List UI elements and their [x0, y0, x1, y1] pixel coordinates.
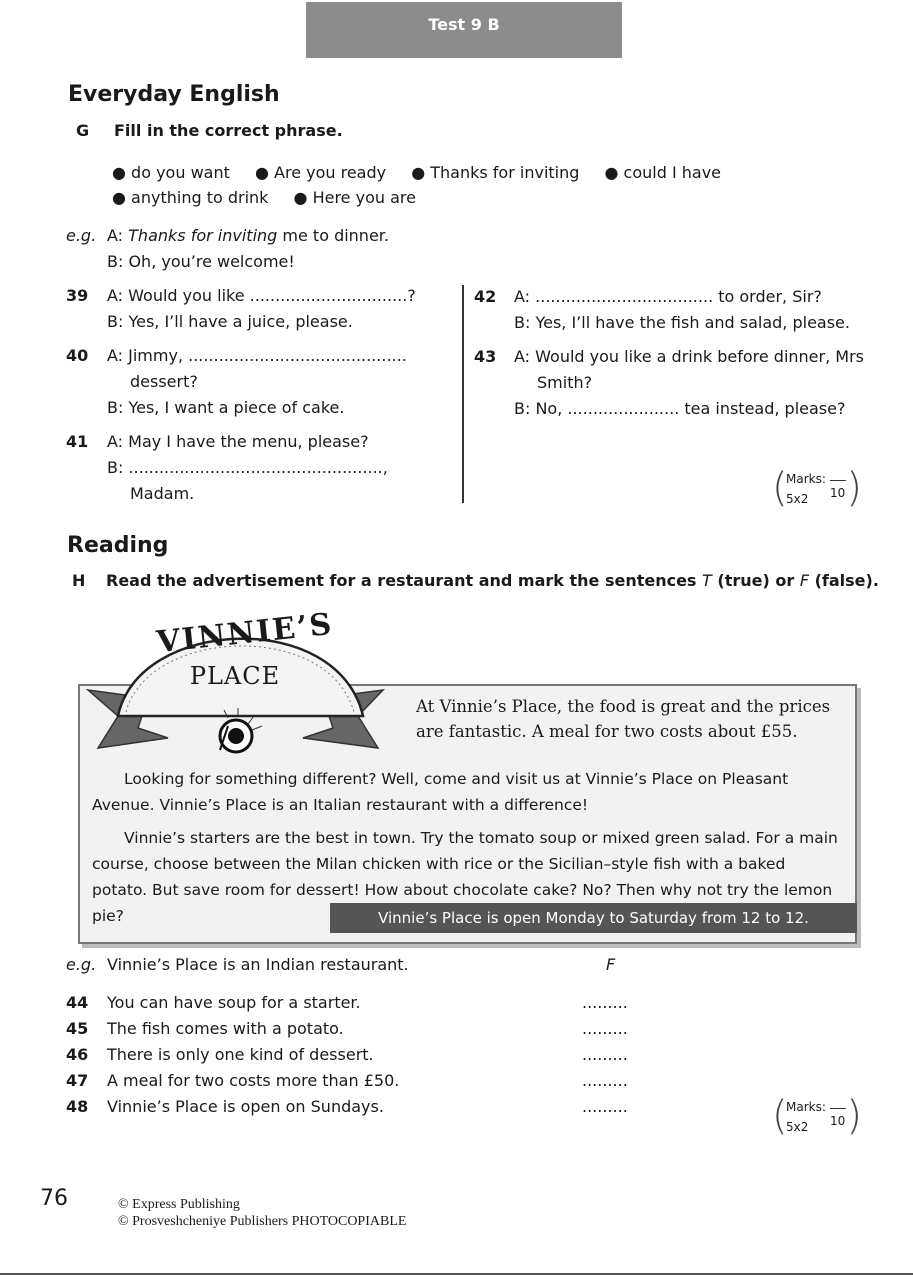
example-statement: Vinnie’s Place is an Indian restaurant.	[107, 955, 409, 974]
item-number: 44	[66, 993, 89, 1012]
phrase-item: could I have	[623, 163, 722, 182]
question-number: 40	[66, 346, 89, 365]
example-b: B: Oh, you’re welcome!	[107, 252, 295, 271]
question-line: A: May I have the menu, please?	[107, 432, 369, 451]
instruction-text: Read the advertisement for a restaurant and mark the sentences	[106, 571, 703, 590]
item-statement: A meal for two costs more than £50.	[107, 1071, 400, 1090]
phrase-item: Are you ready	[274, 163, 387, 182]
instruction-g	[76, 121, 343, 140]
instruction-text: Fill in the correct phrase.	[114, 121, 343, 140]
item-number: 46	[66, 1045, 89, 1064]
marks-label: Marks:	[786, 1100, 826, 1114]
tf-item	[66, 1094, 666, 1120]
exercise-letter: H	[72, 571, 86, 590]
question-line: A: Would you like ...............................?	[107, 286, 416, 305]
example-dialogue	[66, 223, 446, 275]
question-line: B: No, ...................... tea instead, please?	[514, 399, 846, 418]
item-statement: There is only one kind of dessert.	[107, 1045, 374, 1064]
marks-multiplier: 5x2	[786, 492, 809, 506]
page-number: 76	[40, 1186, 68, 1211]
question-number: 41	[66, 432, 89, 451]
logo-title: VINNIE’S	[155, 606, 335, 661]
ad-paragraph-1: Looking for something different? Well, come and visit us at Vinnie’s Place on Pleasant Avenue. Vinnie’s Place is an Italian restaurant with a difference!	[92, 770, 789, 814]
answer-blank[interactable]: .........	[582, 1045, 628, 1064]
section-title-everyday-english: Everyday English	[68, 82, 280, 107]
question-42	[474, 284, 869, 336]
phrase-bank	[112, 160, 741, 210]
tf-item	[66, 990, 666, 1016]
question-40	[66, 343, 461, 421]
question-line: B: Yes, I’ll have the fish and salad, please.	[514, 313, 850, 332]
question-43	[474, 344, 869, 422]
item-statement: You can have soup for a starter.	[107, 993, 361, 1012]
phrase-bank-row-1: ● do you want ● Are you ready ● Thanks for inviting ● could I have	[112, 163, 722, 182]
example-label: e.g.	[66, 226, 97, 245]
question-number: 39	[66, 286, 89, 305]
question-line: Smith?	[537, 373, 593, 392]
question-line: Madam.	[130, 484, 195, 503]
tf-item	[66, 1042, 666, 1068]
copyright-line-2: © Prosveshcheniye Publishers PHOTOCOPIABLE	[118, 1214, 407, 1229]
item-number: 47	[66, 1071, 89, 1090]
answer-blank[interactable]: .........	[582, 993, 628, 1012]
answer-blank[interactable]: .........	[582, 1019, 628, 1038]
phrase-item: do you want	[131, 163, 230, 182]
marks-total: 10	[830, 1114, 846, 1128]
example-answer: Thanks for inviting	[128, 226, 278, 245]
tf-item	[66, 1068, 666, 1094]
item-statement: The fish comes with a potato.	[107, 1019, 344, 1038]
instruction-text: (false).	[809, 571, 879, 590]
phrase-bank-row-2: ● anything to drink ● Here you are	[112, 188, 416, 207]
answer-blank[interactable]: .........	[582, 1071, 628, 1090]
marks-label: Marks:	[786, 472, 826, 486]
example-label: e.g.	[66, 955, 97, 974]
example-answer: F	[606, 955, 616, 974]
opening-hours-bar: Vinnie’s Place is open Monday to Saturday from 12 to 12.	[330, 903, 857, 933]
question-line: A: Would you like a drink before dinner, Mrs	[514, 347, 864, 366]
tf-item	[66, 1016, 666, 1042]
item-number: 48	[66, 1097, 89, 1116]
item-statement: Vinnie’s Place is open on Sundays.	[107, 1097, 384, 1116]
question-number: 43	[474, 347, 497, 366]
question-line: A: ................................... to order, Sir?	[514, 287, 822, 306]
phrase-item: Here you are	[312, 188, 416, 207]
instruction-h	[72, 571, 879, 590]
phrase-item: anything to drink	[131, 188, 269, 207]
example-a-rest: me to dinner.	[277, 226, 389, 245]
column-divider	[462, 285, 464, 503]
instruction-f: F	[799, 571, 810, 590]
question-line: B: Yes, I’ll have a juice, please.	[107, 312, 353, 331]
phrase-item: Thanks for inviting	[430, 163, 580, 182]
question-line: B: Yes, I want a piece of cake.	[107, 398, 345, 417]
question-line: B: ..................................................,	[107, 458, 388, 477]
instruction-text: (true) or	[711, 571, 800, 590]
logo-subtitle: PLACE	[189, 662, 281, 690]
ad-paragraph-2: Vinnie’s starters are the best in town. Try the tomato soup or mixed green salad. For a main course, choose between the Milan chicken with rice or the Sicilian–style fish with a baked potato. But save room for dessert! How about chocolate cake? No? Then why not try the lemon pie?	[92, 829, 838, 925]
marks-multiplier: 5x2	[786, 1120, 809, 1134]
page-bottom-rule	[0, 1273, 913, 1275]
question-number: 42	[474, 287, 497, 306]
marks-box-everyday: ( Marks: 5x2 10 )	[772, 465, 862, 511]
section-title-reading: Reading	[67, 533, 169, 558]
copyright-line-1: © Express Publishing	[118, 1197, 240, 1212]
question-39	[66, 283, 461, 335]
ad-intro: At Vinnie’s Place, the food is great and the prices are fantastic. A meal for two costs about £55.	[416, 697, 831, 741]
instruction-t: T	[702, 571, 712, 590]
marks-box-reading: ( Marks: 5x2 10 )	[772, 1093, 862, 1139]
question-41	[66, 429, 461, 507]
copyright	[118, 1196, 406, 1230]
marks-total: 10	[830, 486, 846, 500]
question-line: dessert?	[130, 372, 198, 391]
test-header-tab: Test 9 B	[306, 2, 622, 58]
answer-blank[interactable]: .........	[582, 1097, 628, 1116]
question-line: A: Jimmy, ...........................................	[107, 346, 407, 365]
exercise-letter: G	[76, 121, 90, 140]
example-a-prefix: A:	[107, 226, 124, 245]
item-number: 45	[66, 1019, 89, 1038]
